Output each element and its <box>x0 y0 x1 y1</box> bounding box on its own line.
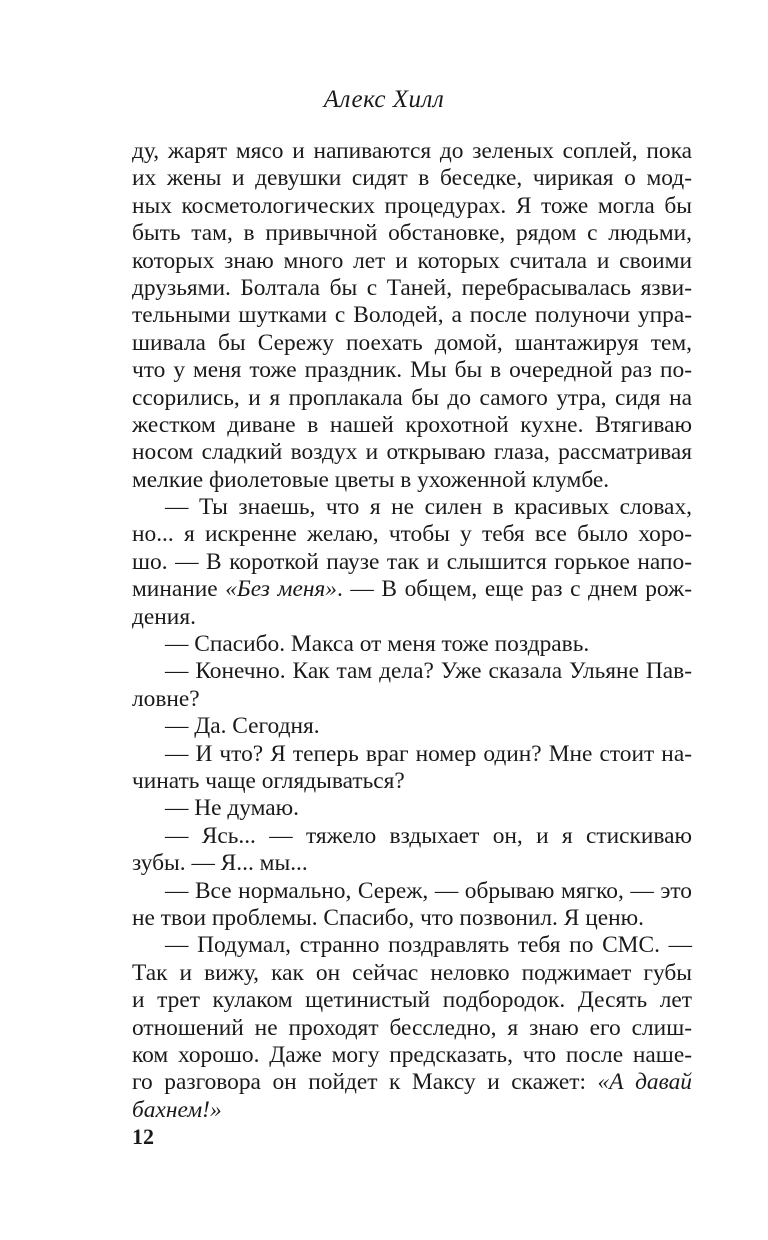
text-line: дения. <box>132 603 196 630</box>
text-line <box>132 1097 692 1124</box>
text-line: ловне? <box>132 685 200 712</box>
text-line: — И что? Я теперь враг номер один? Мне стоит на- <box>165 740 692 767</box>
body-text <box>132 138 692 1124</box>
text-line: шивала бы Сережу поехать домой, шантажируя тем, <box>132 329 692 356</box>
text-line: жестком диване в нашей крохотной кухне. Втягиваю <box>132 411 692 438</box>
text-line: ду, жарят мясо и напиваются до зеленых соплей, пока <box>132 138 692 164</box>
text-line: которых знаю много лет и которых считала и своими <box>132 247 692 274</box>
text-line <box>132 576 692 603</box>
text-line: — Все нормально, Сереж, — обрываю мягко, — это <box>165 877 692 904</box>
text-segment: минание <box>132 576 226 603</box>
text-line: — Не думаю. <box>165 795 299 822</box>
text-line: мелкие фиолетовые цветы в ухоженной клумбе. <box>132 466 610 493</box>
text-line: не твои проблемы. Спасибо, что позвонил. Я ценю. <box>132 904 644 931</box>
italic-phrase: бахнем!» <box>132 1096 222 1123</box>
text-line: друзьями. Болтала бы с Таней, перебрасывалась язви- <box>132 274 692 301</box>
text-line: их жены и девушки сидят в беседке, чирикая о мод- <box>132 165 692 192</box>
text-line: — Спасибо. Макса от меня тоже поздравь. <box>165 631 590 658</box>
text-line: Так и вижу, как он сейчас неловко поджимает губы <box>132 959 692 986</box>
text-line: и трет кулаком щетинистый подбородок. Десять лет <box>132 987 692 1014</box>
text-line: отношений не проходят бесследно, я знаю его слиш- <box>132 1014 692 1041</box>
text-line: — Ясь... — тяжело вздыхает он, и я стискиваю <box>165 822 692 849</box>
text-segment: . — В общем, еще раз с днем рож- <box>337 576 692 603</box>
italic-phrase: «А давай <box>597 1069 692 1096</box>
text-line: ком хорошо. Даже могу предсказать, что после наше- <box>132 1041 692 1068</box>
text-line <box>132 1069 692 1096</box>
text-line: ссорились, и я проплакала бы до самого утра, сидя на <box>132 384 692 411</box>
text-line: тельными шутками с Володей, а после полуночи упра- <box>132 302 692 329</box>
text-line: — Конечно. Как там дела? Уже сказала Ульяне Пав- <box>165 658 692 685</box>
text-line: шо. — В короткой паузе так и слышится горькое напо- <box>132 548 692 575</box>
text-line: — Ты знаешь, что я не силен в красивых словах, <box>165 494 692 521</box>
text-line: — Подумал, странно поздравлять тебя по СМС. — <box>165 932 692 959</box>
page-number: 12 <box>132 1124 154 1149</box>
text-line: чинать чаще оглядываться? <box>132 767 405 794</box>
text-line: зубы. — Я... мы... <box>132 850 308 877</box>
text-segment: го разговора он пойдет к Максу и скажет: <box>132 1069 598 1096</box>
text-line: — Да. Сегодня. <box>165 713 320 740</box>
text-line: что у меня тоже праздник. Мы бы в очередной раз по- <box>132 357 692 384</box>
text-line: но... я искренне желаю, чтобы у тебя все было хоро- <box>132 521 692 548</box>
text-line: ных косметологических процедурах. Я тоже могла бы <box>132 192 692 219</box>
text-line: носом сладкий воздух и открываю глаза, рассматривая <box>132 439 692 466</box>
italic-phrase: «Без меня» <box>225 576 337 603</box>
text-line: быть там, в привычной обстановке, рядом с людьми, <box>132 220 692 247</box>
running-head: Алекс Хилл <box>323 86 445 113</box>
